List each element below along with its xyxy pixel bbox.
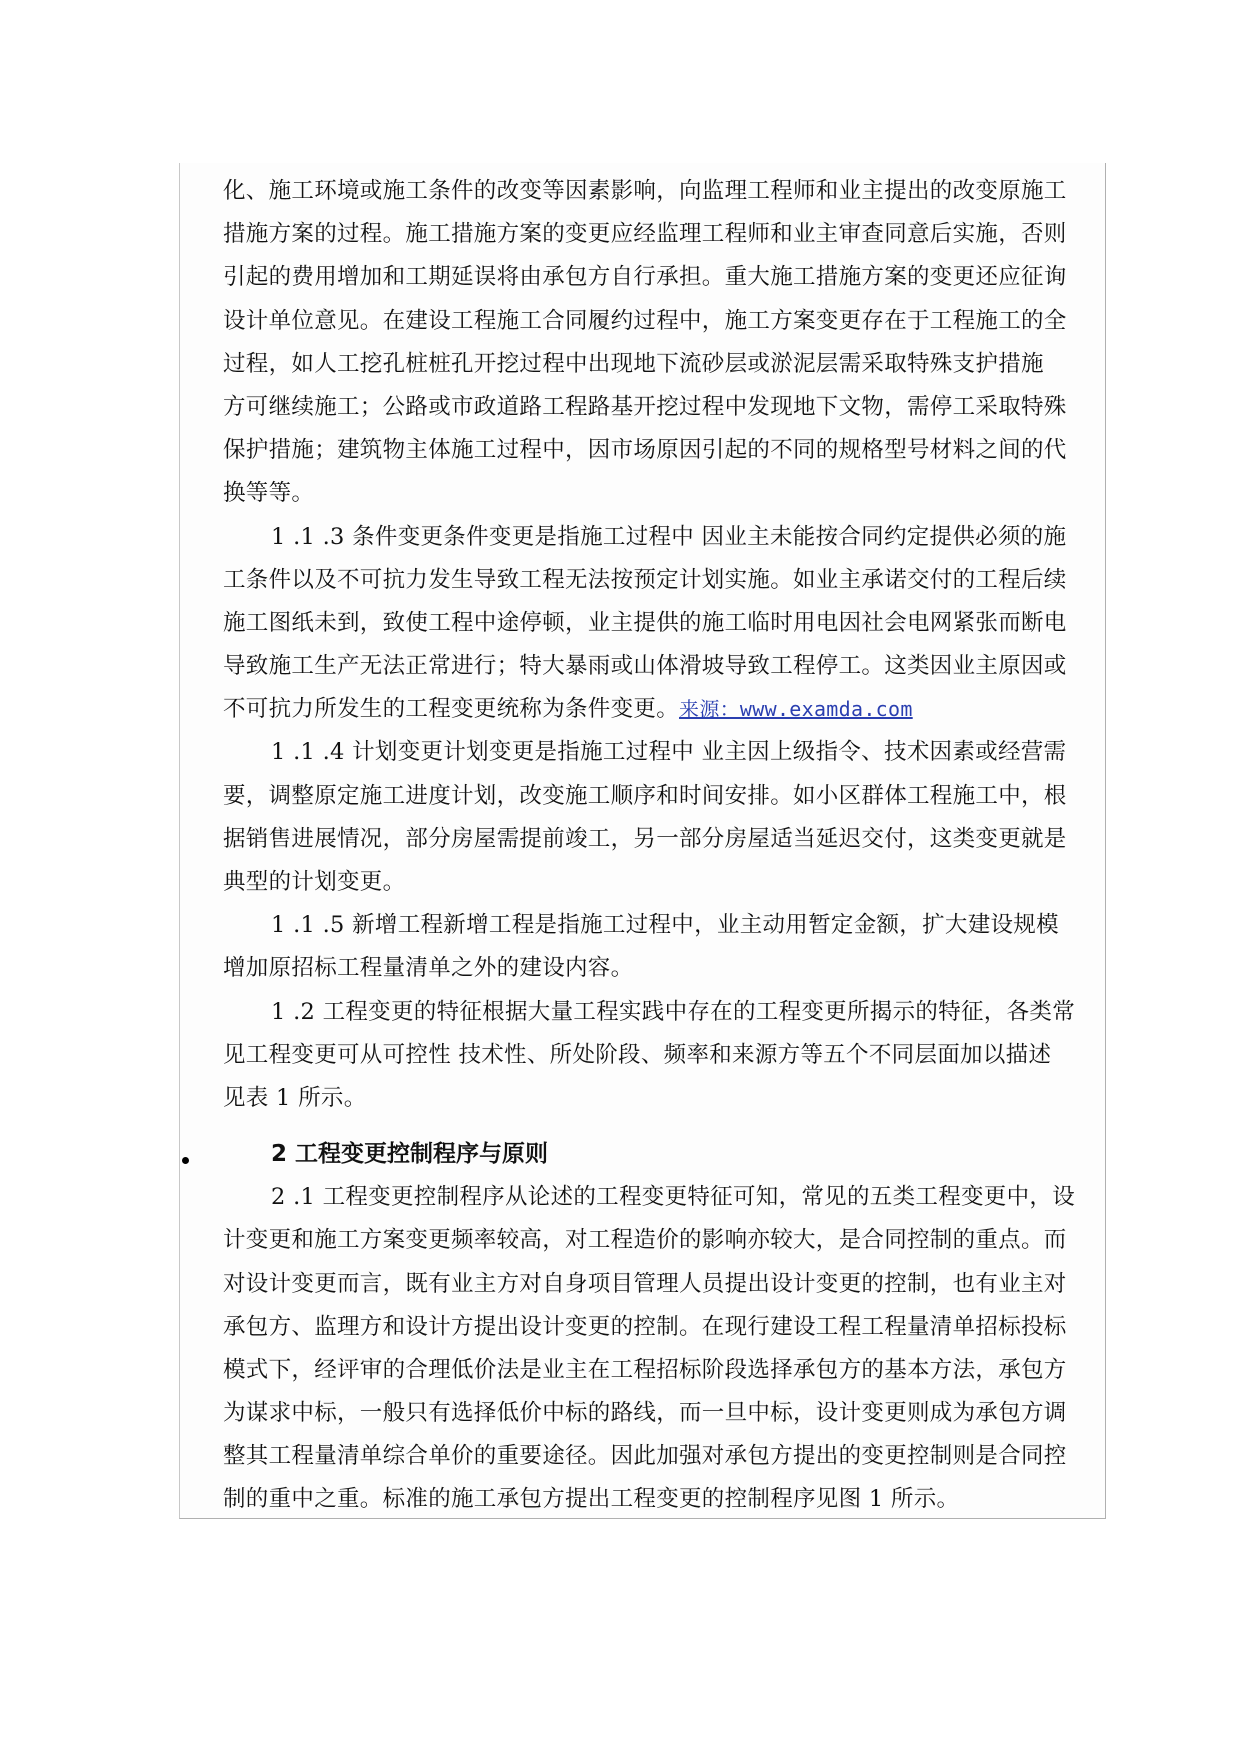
- text-line: 措施方案的过程。施工措施方案的变更应经监理工程师和业主审查同意后实施，否则: [223, 221, 1067, 248]
- paragraph-construction-scheme-change: [223, 170, 1139, 516]
- text-line: 导致施工生产无法正常进行；特大暴雨或山体滑坡导致工程停工。这类因业主原因或: [223, 653, 1067, 680]
- text-line: 工条件以及不可抗力发生导致工程无法按预定计划实施。如业主承诺交付的工程后续: [223, 566, 1067, 593]
- text-line: 1 .1 .4 计划变更计划变更是指施工过程中 业主因上级指令、技术因素或经营需: [271, 739, 1067, 766]
- text-line: 制的重中之重。标准的施工承包方提出工程变更的控制程序见图 1 所示。: [223, 1486, 960, 1513]
- paragraph-plan-change: [223, 731, 1139, 904]
- text-line: 计变更和施工方案变更频率较高，对工程造价的影响亦较大，是合同控制的重点。而: [223, 1227, 1067, 1254]
- text-line: 换等等。: [223, 480, 315, 507]
- text-line: 设计单位意见。在建设工程施工合同履约过程中，施工方案变更存在于工程施工的全: [223, 307, 1067, 334]
- section-heading: 2 工程变更控制程序与原则: [271, 1141, 549, 1168]
- bullet-icon: [182, 1157, 189, 1164]
- paragraph-change-features: [223, 991, 1139, 1121]
- text-line: 引起的费用增加和工期延误将由承包方自行承担。重大施工措施方案的变更还应征询: [223, 264, 1067, 291]
- text-line: 过程，如人工挖孔桩桩孔开挖过程中出现地下流砂层或淤泥层需采取特殊支护措施: [223, 350, 1044, 377]
- source-link[interactable]: 来源：www.examda.com: [679, 697, 913, 722]
- text-line: 增加原招标工程量清单之外的建设内容。: [223, 955, 634, 982]
- text-line: 模式下，经评审的合理低价法是业主在工程招标阶段选择承包方的基本方法，承包方: [223, 1356, 1067, 1383]
- text-line: 为谋求中标，一般只有选择低价中标的路线，而一旦中标，设计变更则成为承包方调: [223, 1400, 1067, 1427]
- document-body: [223, 170, 1139, 1522]
- text-line: 1 .1 .5 新增工程新增工程是指施工过程中，业主动用暂定金额，扩大建设规模: [271, 912, 1059, 939]
- text-line: 1 .2 工程变更的特征根据大量工程实践中存在的工程变更所揭示的特征，各类常: [271, 998, 1075, 1025]
- text-line: [223, 688, 1139, 731]
- paragraph-change-control-procedure: [223, 1176, 1139, 1522]
- text-line: 整其工程量清单综合单价的重要途径。因此加强对承包方提出的变更控制则是合同控: [223, 1443, 1067, 1470]
- text-line: 据销售进展情况，部分房屋需提前竣工，另一部分房屋适当延迟交付，这类变更就是: [223, 825, 1067, 852]
- text-line: 2 .1 工程变更控制程序从论述的工程变更特征可知，常见的五类工程变更中，设: [271, 1184, 1075, 1211]
- text-line: 见表 1 所示。: [223, 1084, 367, 1111]
- text-line: 化、施工环境或施工条件的改变等因素影响，向监理工程师和业主提出的改变原施工: [223, 178, 1067, 204]
- spacer: [223, 1120, 1139, 1132]
- paragraph-new-works: [223, 904, 1139, 990]
- text-line: 对设计变更而言，既有业主方对自身项目管理人员提出设计变更的控制，也有业主对: [223, 1270, 1067, 1297]
- paragraph-condition-change: [223, 516, 1139, 732]
- text-line-content: 不可抗力所发生的工程变更统称为条件变更。: [223, 696, 680, 723]
- text-line: 保护措施；建筑物主体施工过程中，因市场原因引起的不同的规格型号材料之间的代: [223, 437, 1067, 464]
- text-line: 方可继续施工；公路或市政道路工程路基开挖过程中发现地下文物，需停工采取特殊: [223, 393, 1067, 420]
- text-line: 施工图纸未到，致使工程中途停顿，业主提供的施工临时用电因社会电网紧张而断电: [223, 609, 1067, 636]
- text-line: 1 .1 .3 条件变更条件变更是指施工过程中 因业主未能按合同约定提供必须的施: [271, 523, 1067, 550]
- text-line: 要，调整原定施工进度计划，改变施工顺序和时间安排。如小区群体工程施工中，根: [223, 782, 1067, 809]
- text-line: 见工程变更可从可控性 技术性、所处阶段、频率和来源方等五个不同层面加以描述: [223, 1041, 1052, 1068]
- text-line: 承包方、监理方和设计方提出设计变更的控制。在现行建设工程工程量清单招标投标: [223, 1313, 1067, 1340]
- text-line: 典型的计划变更。: [223, 869, 406, 895]
